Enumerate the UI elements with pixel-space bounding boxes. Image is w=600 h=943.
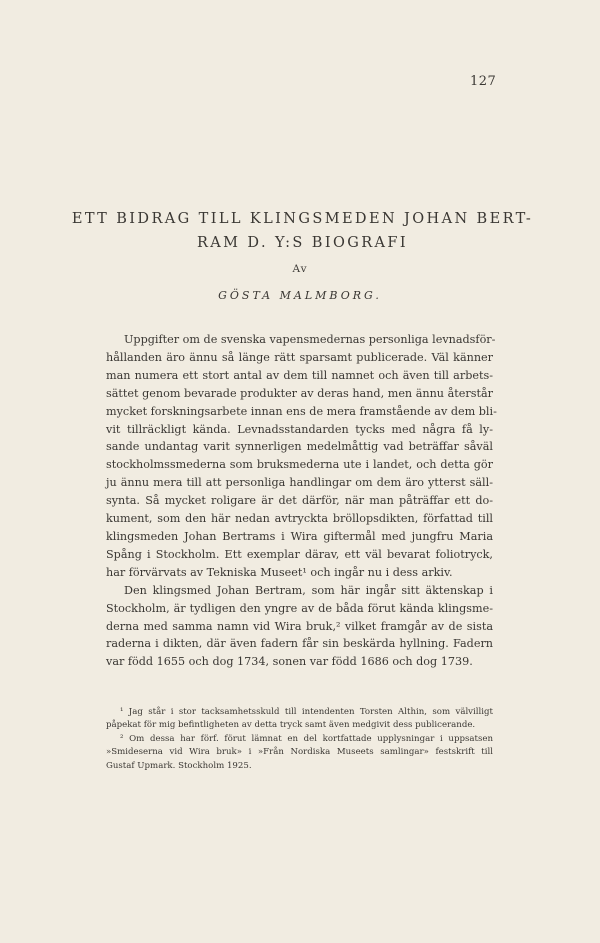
text-line: Stockholm, är tydligen den yngre av de båda förut kända klingsme- [106,601,493,615]
text-line: sande undantag varit synnerligen medelmåttig vad beträffar såväl [106,440,493,454]
text-line: stockholmssmederna som bruksmederna ute i landet, och detta gör [106,458,493,472]
footnote-line: ¹ Jag står i stor tacksamhetsskuld till intendenten Torsten Althin, som välvilligt [120,707,493,717]
text-line: vit tillräckligt kända. Levnadsstandarden tycks med några få ly- [106,422,493,436]
footnote-line: påpekat för mig befintligheten av detta tryck samt även medgivit dess publicerande. [106,720,476,731]
text-line: derna med samma namn vid Wira bruk,² vilket framgår av de sista [106,619,493,633]
footnote [106,733,493,773]
text-line: har förvärvats av Tekniska Museet¹ och ingår nu i dess arkiv. [106,565,453,579]
text-line: sättet genom bevarade produkter av deras hand, men ännu återstår [106,386,493,400]
author-name: GÖSTA MALMBORG. [218,289,382,302]
article-body [106,331,497,671]
text-line: synta. Så mycket roligare är det därför, när man påträffar ett do- [106,494,493,508]
footnote-line: ² Om dessa har förf. förut lämnat en del kortfattade upplysningar i uppsatsen [120,733,493,744]
text-line: man numera ett stort antal av dem till namnet och även till arbets- [106,368,493,382]
text-line: kument, som den här nedan avtryckta bröllopsdikten, författad till [106,512,493,526]
footnote [106,706,493,733]
footnote-line: Gustaf Upmark. Stockholm 1925. [106,760,252,771]
text-line: Spång i Stockholm. Ett exemplar därav, ett väl bevarat foliotryck, [106,547,493,561]
title-line: ETT BIDRAG TILL KLINGSMEDEN JOHAN BERT- [71,211,534,227]
text-line: mycket forskningsarbete innan ens de mera framstående av dem bli- [106,404,497,418]
title-line: RAM D. Y:S BIOGRAFI [196,235,408,251]
text-line: ju ännu mera till att personliga handlingar om dem äro ytterst säll- [106,476,493,490]
text-line: Uppgifter om de svenska vapensmedernas personliga levnadsför- [124,333,496,346]
text-line: Den klingsmed Johan Bertram, som här ingår sitt äktenskap i [124,583,493,597]
text-line: klingsmeden Johan Bertrams i Wira giftermål med jungfru Maria [106,529,493,543]
article-title [50,207,555,255]
paragraph [106,582,493,672]
byline: Av [292,263,308,275]
text-line: raderna i dikten, där även fadern får sin beskärda hyllning. Fadern [106,637,493,651]
page-number: 127 [470,74,497,89]
paragraph [106,331,497,582]
footnotes [106,706,493,773]
text-line: var född 1655 och dog 1734, sonen var född 1686 och dog 1739. [106,655,473,669]
footnote-line: »Smideserna vid Wira bruk» i »Från Nordiska Museets samlingar» festskrift till [106,747,493,758]
text-line: hållanden äro ännu så länge rätt sparsamt publicerade. Väl känner [106,350,493,364]
